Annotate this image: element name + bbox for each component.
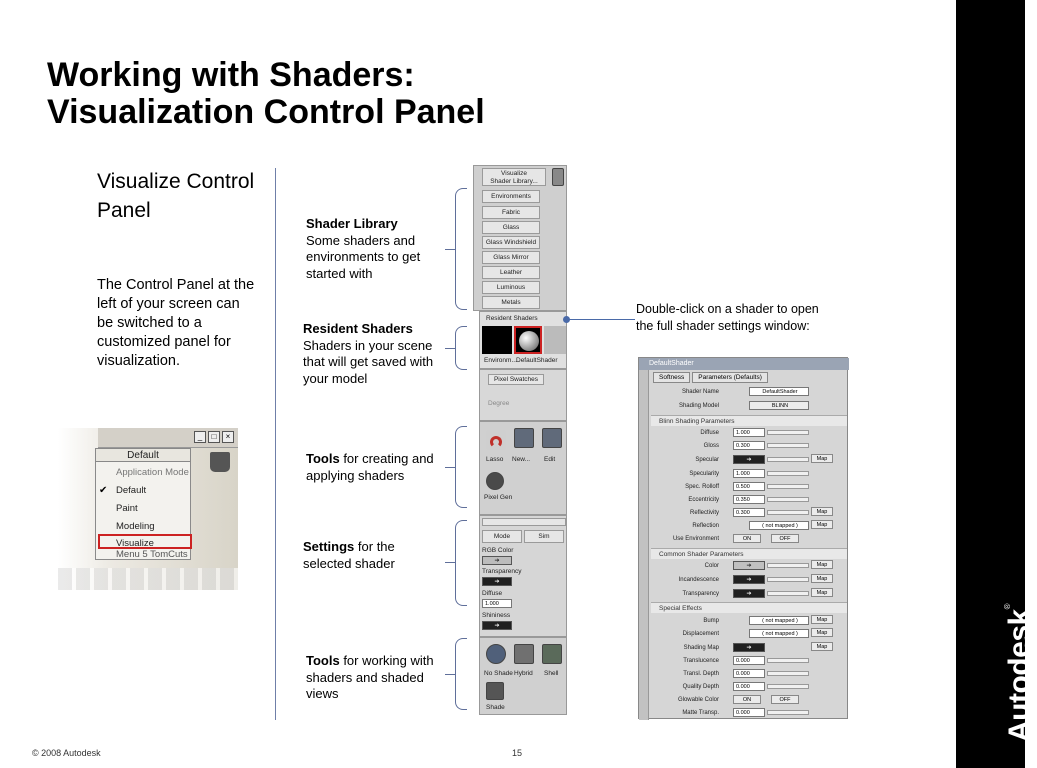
row-label: Use Environment xyxy=(672,536,719,542)
callout-title: Tools xyxy=(306,653,340,668)
off-toggle[interactable]: OFF xyxy=(771,534,799,543)
incandescence-slider[interactable] xyxy=(767,577,809,582)
resident-shaders-panel xyxy=(479,311,567,369)
pointer-dot xyxy=(563,316,570,323)
row-label: Reflectivity xyxy=(689,510,719,516)
callout-resident-shaders xyxy=(303,321,443,387)
library-item[interactable]: Environments xyxy=(482,190,540,203)
library-item[interactable]: Luminous xyxy=(482,281,540,294)
menu-current[interactable]: Default xyxy=(95,448,191,462)
brace-tick xyxy=(445,348,455,349)
window-buttons xyxy=(194,431,234,443)
brace-view-tools xyxy=(455,638,467,710)
shade-icon[interactable] xyxy=(486,682,504,700)
brace-resident xyxy=(455,326,467,370)
selection-highlight xyxy=(98,534,192,549)
brace-tick xyxy=(445,467,455,468)
check-icon: ✔ xyxy=(99,485,108,496)
brace-tick xyxy=(445,562,455,563)
resident-name: DefaultShader xyxy=(516,357,558,364)
row-label: Color xyxy=(704,563,719,569)
tab-softness[interactable]: Softness xyxy=(653,372,690,383)
lasso-arrow-icon xyxy=(490,436,502,448)
shader-name-field[interactable]: DefaultShader xyxy=(749,387,809,396)
shininess-swatch[interactable]: ➔ xyxy=(482,621,512,630)
default-shader-swatch[interactable] xyxy=(514,326,542,354)
row-label: Glowable Color xyxy=(677,697,719,703)
transl-depth-slider[interactable] xyxy=(767,671,809,676)
row-label: Spec. Rolloff xyxy=(685,484,719,490)
title-line-2: Visualization Control Panel xyxy=(47,93,485,131)
lead-heading: Visualize Control Panel xyxy=(97,170,255,222)
library-item[interactable]: Glass Windshield xyxy=(482,236,540,249)
tab-parameters[interactable]: Parameters (Defaults) xyxy=(692,372,768,383)
shading-model-select[interactable]: BLINN xyxy=(749,401,809,410)
shading-map-swatch[interactable]: ➔ xyxy=(733,643,765,652)
gloss-value[interactable]: 0.300 xyxy=(733,441,765,450)
trash-icon[interactable] xyxy=(210,452,230,472)
edit-shader-icon[interactable] xyxy=(542,428,562,448)
shelf-options-panel xyxy=(479,369,567,421)
callout-tools-views xyxy=(306,653,446,703)
specular-slider[interactable] xyxy=(767,457,809,462)
double-click-note: Double-click on a shader to open the full shader settings window: xyxy=(636,302,819,333)
rolloff-value[interactable]: 0.500 xyxy=(733,482,765,491)
rolloff-slider[interactable] xyxy=(767,484,809,489)
shading-model-label: Shading Model xyxy=(678,403,719,409)
brace-shader-library xyxy=(455,188,467,310)
menu-item-tomcuts[interactable]: Menu 5 TomCuts xyxy=(116,549,188,560)
brace-tools xyxy=(455,426,467,508)
row-label: Specularity xyxy=(689,471,719,477)
quality-depth-value[interactable]: 0.000 xyxy=(733,682,765,691)
row-label: Diffuse xyxy=(700,430,719,436)
tool-label: New... xyxy=(512,456,531,463)
callout-text: for creating and applying shaders xyxy=(306,451,434,483)
autodesk-logo xyxy=(1003,604,1037,742)
on-toggle[interactable]: ON xyxy=(733,534,761,543)
brace-settings xyxy=(455,520,467,606)
reflection-field[interactable]: ( not mapped ) xyxy=(749,521,809,530)
brace-tick xyxy=(445,249,455,250)
section-common[interactable]: Common Shader Parameters xyxy=(651,548,847,559)
maximize-icon[interactable]: □ xyxy=(208,431,220,443)
eccentricity-value[interactable]: 0.350 xyxy=(733,495,765,504)
panel-menu-icon[interactable] xyxy=(552,168,564,186)
callout-tools-creating xyxy=(306,451,446,484)
row-label: Translucence xyxy=(683,658,719,664)
specularity-value[interactable]: 1.000 xyxy=(733,469,765,478)
map-button[interactable]: Map xyxy=(811,507,833,516)
page-number: 15 xyxy=(512,748,523,758)
shell-icon[interactable] xyxy=(542,644,562,664)
view-tool-label: Shade xyxy=(486,704,505,711)
reflectivity-value[interactable]: 0.300 xyxy=(733,508,765,517)
gloss-slider[interactable] xyxy=(767,443,809,448)
shader-library-panel xyxy=(473,165,567,311)
row-label: Bump xyxy=(703,618,719,624)
registered-mark: ® xyxy=(1003,603,1012,610)
transparency-slider[interactable] xyxy=(767,591,809,596)
row-label: Transparency xyxy=(682,591,719,597)
pixel-swatches-button[interactable]: Pixel Swatches xyxy=(488,374,544,385)
settings-header xyxy=(482,518,566,526)
settings-tab-sim[interactable]: Sim xyxy=(524,530,564,543)
off-toggle[interactable]: OFF xyxy=(771,695,799,704)
view-tools-panel xyxy=(479,637,567,715)
hybrid-icon[interactable] xyxy=(514,644,534,664)
callout-text: for working with shaders and shaded views xyxy=(306,653,434,701)
settings-shininess-label: Shininess xyxy=(482,612,511,619)
menu-header-bar xyxy=(98,428,238,448)
quality-depth-slider[interactable] xyxy=(767,684,809,689)
bump-field[interactable]: ( not mapped ) xyxy=(749,616,809,625)
transparency-swatch[interactable]: ➔ xyxy=(733,589,765,598)
diffuse-field[interactable]: 1.000 xyxy=(482,599,512,608)
shader-settings-window xyxy=(638,357,848,719)
callout-title: Tools xyxy=(306,451,340,466)
callout-settings xyxy=(303,539,443,572)
lasso-tool-icon[interactable] xyxy=(486,430,506,450)
settings-transparency-label: Transparency xyxy=(482,568,522,575)
map-button[interactable]: Map xyxy=(811,588,833,597)
shader-library-button[interactable] xyxy=(482,168,546,186)
divider-line xyxy=(275,168,276,720)
row-label: Incandescence xyxy=(678,577,719,583)
toolbar-fade xyxy=(58,568,238,590)
color-slider[interactable] xyxy=(767,563,809,568)
menu-item-visualize[interactable]: Visualize xyxy=(116,538,154,549)
diffuse-value[interactable]: 1.000 xyxy=(733,428,765,437)
matte-value[interactable]: 0.000 xyxy=(733,708,765,717)
menu-item-default[interactable]: Default xyxy=(116,485,147,496)
map-button[interactable]: Map xyxy=(811,628,833,637)
row-label: Shading Map xyxy=(683,645,719,651)
footer-copyright: © 2008 Autodesk xyxy=(32,748,101,758)
resident-label: Resident Shaders xyxy=(486,315,538,322)
displacement-field[interactable]: ( not mapped ) xyxy=(749,629,809,638)
color-swatch[interactable]: ➔ xyxy=(733,561,765,570)
row-label: Transl. Depth xyxy=(683,671,719,677)
tool-label: Lasso xyxy=(486,456,504,463)
row-label: Gloss xyxy=(703,443,719,449)
row-label: Displacement xyxy=(682,631,719,637)
settings-tab-mode[interactable]: Mode xyxy=(482,530,522,543)
shader-sphere-icon xyxy=(519,331,539,351)
translucence-slider[interactable] xyxy=(767,658,809,663)
lead-body: The Control Panel at the left of your screen can be switched to a customized panel for visualization. xyxy=(97,277,255,369)
row-label: Matte Transp. xyxy=(682,710,719,716)
shader-name-label: Shader Name xyxy=(681,389,719,395)
tool-label: Pixel Gen xyxy=(484,494,513,501)
settings-color-label: RGB Color xyxy=(482,547,514,554)
view-tool-label: Hybrid xyxy=(514,670,533,677)
callout-title: Shader Library xyxy=(306,216,398,231)
diffuse-slider[interactable] xyxy=(767,430,809,435)
tool-label: Edit xyxy=(544,456,556,463)
view-tool-label: No Shade xyxy=(484,670,513,677)
row-label: Eccentricity xyxy=(688,497,719,503)
section-blinn[interactable]: Blinn Shading Parameters xyxy=(651,415,847,426)
eccentricity-slider[interactable] xyxy=(767,497,809,502)
window-tabs xyxy=(653,372,768,383)
map-button[interactable]: Map xyxy=(811,560,833,569)
resident-name: Environm... xyxy=(484,357,517,364)
transl-depth-value[interactable]: 0.000 xyxy=(733,669,765,678)
library-item[interactable]: Leather xyxy=(482,266,540,279)
brand-text: Autodesk xyxy=(1003,609,1036,742)
map-button[interactable]: Map xyxy=(811,454,833,463)
shelf-header-2: Shader Library... xyxy=(490,178,538,185)
menu-item-modeling[interactable]: Modeling xyxy=(116,521,155,532)
map-button[interactable]: Map xyxy=(811,615,833,624)
settings-diffuse-label: Diffuse xyxy=(482,590,503,597)
specularity-slider[interactable] xyxy=(767,471,809,476)
window-scrollbar[interactable] xyxy=(639,370,649,720)
minimize-icon[interactable]: _ xyxy=(194,431,206,443)
callout-text: Shaders in your scene that will get saved with your model xyxy=(303,337,434,386)
callout-text: Some shaders and environments to get started with xyxy=(306,232,421,281)
menu-item-paint[interactable]: Paint xyxy=(116,503,138,514)
menu-item-application-mode: Application Mode xyxy=(116,467,189,478)
control-panel-menu-screenshot xyxy=(58,428,238,590)
view-tool-label: Shell xyxy=(544,670,559,677)
close-icon[interactable]: × xyxy=(222,431,234,443)
section-special-effects[interactable]: Special Effects xyxy=(651,602,847,613)
library-item[interactable]: Glass xyxy=(482,221,540,234)
row-label: Specular xyxy=(695,457,719,463)
library-item[interactable]: Fabric xyxy=(482,206,540,219)
reflectivity-slider[interactable] xyxy=(767,510,809,515)
callout-text: for the selected shader xyxy=(303,539,395,571)
library-item[interactable]: Metals xyxy=(482,296,540,309)
shader-settings-panel xyxy=(479,515,567,637)
map-button[interactable]: Map xyxy=(811,574,833,583)
row-label: Reflection xyxy=(692,523,719,529)
library-item[interactable]: Glass Mirror xyxy=(482,251,540,264)
title-line-1: Working with Shaders: xyxy=(47,56,415,94)
no-shade-icon[interactable] xyxy=(486,644,506,664)
map-button[interactable]: Map xyxy=(811,642,833,651)
shelf-header-1: Visualize xyxy=(501,170,527,177)
environment-swatch[interactable] xyxy=(482,326,512,354)
on-toggle[interactable]: ON xyxy=(733,695,761,704)
transparency-swatch[interactable]: ➔ xyxy=(482,577,512,586)
row-label: Quality Depth xyxy=(682,684,719,690)
matte-slider[interactable] xyxy=(767,710,809,715)
callout-title: Settings xyxy=(303,539,355,554)
new-shader-icon[interactable] xyxy=(514,428,534,448)
translucence-value[interactable]: 0.000 xyxy=(733,656,765,665)
degree-label: Degree xyxy=(488,400,510,407)
window-title: DefaultShader xyxy=(639,358,849,370)
empty-swatch xyxy=(544,326,566,354)
pointer-line xyxy=(567,319,635,320)
incandescence-swatch[interactable]: ➔ xyxy=(733,575,765,584)
specular-swatch[interactable]: ➔ xyxy=(733,455,765,464)
callout-shader-library xyxy=(306,216,446,282)
slide-title xyxy=(47,57,485,131)
pixel-gen-icon[interactable] xyxy=(486,472,504,490)
callout-title: Resident Shaders xyxy=(303,321,413,336)
brace-tick xyxy=(445,674,455,675)
shader-tools-panel xyxy=(479,421,567,515)
map-button[interactable]: Map xyxy=(811,520,833,529)
color-swatch[interactable]: ➔ xyxy=(482,556,512,565)
